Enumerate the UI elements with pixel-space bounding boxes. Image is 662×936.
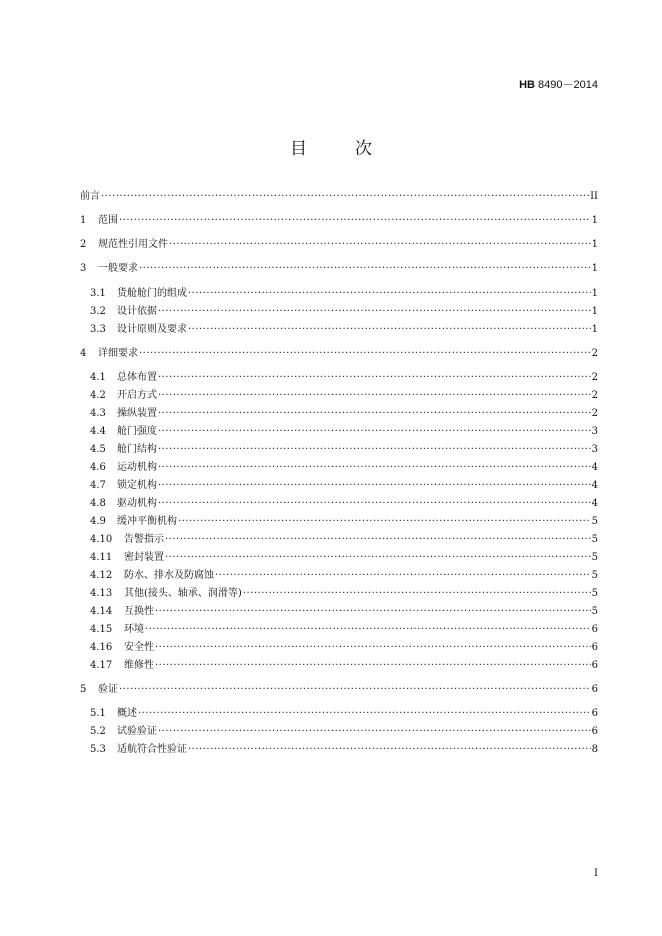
- toc-entry-number: 4.8: [90, 498, 106, 509]
- document-code-prefix: HB: [519, 79, 535, 91]
- toc-leader-dots: [165, 532, 591, 548]
- toc-entry-page: 3: [591, 426, 598, 437]
- toc-leader-dots: [158, 370, 591, 386]
- toc-leader-dots: [101, 189, 589, 205]
- toc-leader-dots: [139, 261, 591, 277]
- toc-entry-number: 5.3: [90, 744, 106, 755]
- toc-leader-dots: [155, 604, 591, 620]
- toc-entry-page: 2: [591, 348, 598, 359]
- toc-entry-label: 缓冲平衡机构: [117, 516, 177, 527]
- toc-entry-page: 6: [591, 660, 598, 671]
- toc-leader-dots: [243, 586, 591, 602]
- toc-leader-dots: [158, 442, 591, 458]
- toc-entry-number: 4.12: [90, 570, 113, 581]
- toc-entry[interactable]: [90, 286, 598, 302]
- toc-entry[interactable]: [90, 568, 598, 584]
- toc-entry-label: 设计原则及要求: [117, 324, 187, 335]
- toc-leader-dots: [145, 622, 591, 638]
- toc-entry-page: 6: [591, 624, 598, 635]
- toc-entry[interactable]: [90, 460, 598, 476]
- toc-entry-number: 3.3: [90, 324, 106, 335]
- toc-entry[interactable]: [90, 532, 598, 548]
- toc-entry-number: 4: [80, 348, 87, 359]
- toc-leader-dots: [188, 742, 591, 758]
- document-code: [519, 76, 598, 92]
- toc-entry-number: 1: [80, 215, 87, 226]
- toc-entry[interactable]: [80, 682, 598, 698]
- toc-entry[interactable]: [90, 406, 598, 422]
- toc-leader-dots: [188, 286, 591, 302]
- toc-entry-page: 5: [591, 534, 598, 545]
- toc-entry-number: 4.13: [90, 588, 113, 599]
- toc-leader-dots: [158, 304, 591, 320]
- toc-entry-number: 4.1: [90, 372, 106, 383]
- toc-entry-label: 安全性: [124, 642, 154, 653]
- toc-entry-number: 4.4: [90, 426, 106, 437]
- toc-entry-number: 4.15: [90, 624, 113, 635]
- toc-leader-dots: [139, 346, 591, 362]
- toc-entry-label: 货舱舱门的组成: [117, 288, 187, 299]
- toc-entry[interactable]: [90, 742, 598, 758]
- toc-entry-label: 舱门强度: [117, 426, 157, 437]
- toc-entry-page: II: [590, 191, 598, 202]
- toc-entry-label: 舱门结构: [117, 444, 157, 455]
- toc-leader-dots: [158, 478, 591, 494]
- toc-entry-number: 3.2: [90, 306, 106, 317]
- toc-entry-label: 验证: [98, 684, 118, 695]
- toc-entry[interactable]: [90, 550, 598, 566]
- toc-leader-dots: [155, 640, 591, 656]
- toc-entry-page: 5: [591, 516, 598, 527]
- toc-entry-page: 1: [591, 215, 598, 226]
- toc-entry[interactable]: [90, 586, 598, 602]
- toc-entry-page: 2: [591, 390, 598, 401]
- toc-entry-page: 1: [591, 239, 598, 250]
- toc-entry-label: 驱动机构: [117, 498, 157, 509]
- toc-entry[interactable]: [80, 213, 598, 229]
- toc-entry-page: 4: [591, 462, 598, 473]
- toc-entry-number: 4.3: [90, 408, 106, 419]
- toc-entry-number: 2: [80, 239, 87, 250]
- toc-entry[interactable]: [90, 622, 598, 638]
- toc-entry-page: 6: [591, 726, 598, 737]
- toc-leader-dots: [138, 706, 591, 722]
- toc-entry-label: 概述: [117, 708, 137, 719]
- toc-entry[interactable]: [90, 604, 598, 620]
- toc-entry-label: 维修性: [124, 660, 154, 671]
- toc-entry[interactable]: [90, 442, 598, 458]
- page-title: [0, 134, 662, 159]
- toc-entry-page: 6: [591, 642, 598, 653]
- toc-entry[interactable]: [90, 322, 598, 338]
- toc-entry-number: 4.14: [90, 606, 113, 617]
- toc-entry[interactable]: [90, 496, 598, 512]
- toc-leader-dots: [158, 388, 591, 404]
- toc-leader-dots: [188, 322, 591, 338]
- toc-entry-label: 运动机构: [117, 462, 157, 473]
- toc-entry-number: 4.7: [90, 480, 106, 491]
- toc-leader-dots: [158, 406, 591, 422]
- toc-leader-dots: [158, 460, 591, 476]
- toc-entry[interactable]: [90, 640, 598, 656]
- toc-entry-number: 4.6: [90, 462, 106, 473]
- page-title-char-2: 次: [355, 139, 372, 159]
- toc-leader-dots: [158, 424, 591, 440]
- toc-entry-number: 4.9: [90, 516, 106, 527]
- toc-leader-dots: [165, 550, 591, 566]
- page-number: I: [594, 868, 598, 879]
- toc-entry[interactable]: [80, 346, 598, 362]
- toc-entry-page: 1: [591, 288, 598, 299]
- toc-entry-label: 开启方式: [117, 390, 157, 401]
- toc-entry-label: 试验验证: [117, 726, 157, 737]
- toc-entry-label: 其他(接头、轴承、润滑等): [124, 588, 242, 599]
- toc-entry-page: 5: [591, 588, 598, 599]
- toc-leader-dots: [155, 658, 591, 674]
- toc-entry[interactable]: [90, 478, 598, 494]
- toc-leader-dots: [158, 724, 591, 740]
- toc-entry-page: 1: [591, 263, 598, 274]
- toc-entry-number: 4.2: [90, 390, 106, 401]
- toc-entry[interactable]: [80, 237, 598, 253]
- toc-entry[interactable]: [90, 304, 598, 320]
- toc-entry-label: 锁定机构: [117, 480, 157, 491]
- toc-entry[interactable]: [80, 189, 598, 205]
- toc-entry-label: 总体布置: [117, 372, 157, 383]
- toc-entry-page: 5: [591, 570, 598, 581]
- toc-entry-label: 密封装置: [124, 552, 164, 563]
- toc-entry-number: 4.16: [90, 642, 113, 653]
- toc-entry-page: 4: [591, 498, 598, 509]
- toc-entry-number: 5.1: [90, 708, 106, 719]
- toc-entry-page: 2: [591, 372, 598, 383]
- toc-entry[interactable]: [90, 514, 598, 530]
- toc-entry[interactable]: [90, 424, 598, 440]
- toc-entry-label: 互换性: [124, 606, 154, 617]
- toc-entry-page: 3: [591, 444, 598, 455]
- toc-entry-page: 6: [591, 708, 598, 719]
- toc-entry-number: 4.10: [90, 534, 113, 545]
- toc-entry-number: 4.5: [90, 444, 106, 455]
- toc-entry[interactable]: [90, 388, 598, 404]
- toc-leader-dots: [178, 514, 591, 530]
- toc-entry[interactable]: [90, 658, 598, 674]
- toc-leader-dots: [119, 682, 591, 698]
- toc-entry-page: 8: [591, 744, 598, 755]
- toc-entry-page: 4: [591, 480, 598, 491]
- toc-entry-label: 设计依据: [117, 306, 157, 317]
- toc-entry-label: 前言: [80, 191, 100, 202]
- toc-entry-label: 规范性引用文件: [98, 239, 168, 250]
- toc-entry[interactable]: [90, 706, 598, 722]
- toc-entry-page: 1: [591, 306, 598, 317]
- toc-leader-dots: [215, 568, 591, 584]
- toc-entry-number: 5: [80, 684, 87, 695]
- toc-entry[interactable]: [80, 261, 598, 277]
- toc-entry-number: 4.17: [90, 660, 113, 671]
- toc-entry[interactable]: [90, 724, 598, 740]
- toc-entry-page: 2: [591, 408, 598, 419]
- toc-entry-label: 适航符合性验证: [117, 744, 187, 755]
- toc-entry-page: 5: [591, 552, 598, 563]
- toc-entry-label: 操纵装置: [117, 408, 157, 419]
- toc-entry-number: 5.2: [90, 726, 106, 737]
- toc-entry-label: 一般要求: [98, 263, 138, 274]
- page-title-char-1: 目: [290, 139, 307, 159]
- toc-leader-dots: [158, 496, 591, 512]
- toc-entry-page: 1: [591, 324, 598, 335]
- toc-entry-label: 防水、排水及防腐蚀: [124, 570, 214, 581]
- toc-entry-label: 范围: [98, 215, 118, 226]
- toc-leader-dots: [119, 213, 591, 229]
- toc-entry-label: 环境: [124, 624, 144, 635]
- toc-entry-page: 5: [591, 606, 598, 617]
- document-code-number: 8490－2014: [535, 79, 598, 91]
- toc-entry[interactable]: [90, 370, 598, 386]
- toc-entry-page: 6: [591, 684, 598, 695]
- toc-entry-number: 3: [80, 263, 87, 274]
- toc-entry-number: 3.1: [90, 288, 106, 299]
- toc-entry-number: 4.11: [90, 552, 113, 563]
- toc-leader-dots: [169, 237, 591, 253]
- toc-entry-label: 告警指示: [124, 534, 164, 545]
- toc-entry-label: 详细要求: [98, 348, 138, 359]
